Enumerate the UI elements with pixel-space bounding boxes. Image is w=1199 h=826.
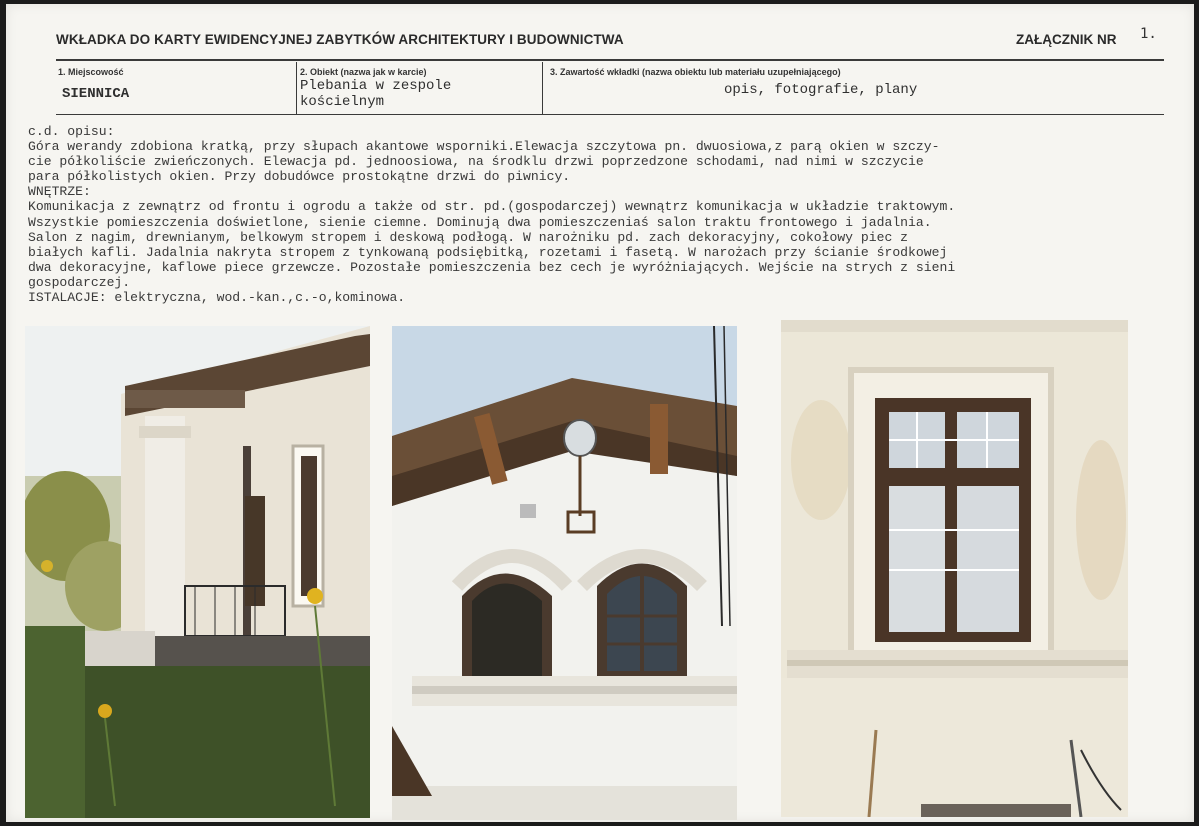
description-text	[28, 124, 1196, 305]
object-value-line1: Plebania w zespole	[300, 78, 452, 94]
locality-label: 1. Miejscowość	[58, 67, 124, 77]
locality-value: SIENNICA	[62, 86, 130, 102]
sheet-title: WKŁADKA DO KARTY EWIDENCYJNEJ ZABYTKÓW ARCHITEKTURY I BUDOWNICTWA	[56, 32, 624, 47]
description-line: Salon z nagim, drewnianym, belkowym stropem i deskową podłogą. W narożniku pd. zach dekoracyjny, cokołowy piec z	[28, 229, 909, 245]
description-line: gospodarczej.	[28, 274, 131, 290]
photo-veranda	[25, 326, 370, 818]
photo-window-image	[781, 320, 1128, 817]
inventory-sheet	[6, 4, 1194, 822]
annex-number: 1.	[1140, 26, 1157, 42]
annex-label: ZAŁĄCZNIK NR	[1016, 32, 1117, 47]
photo-facade-window	[781, 320, 1128, 817]
description-line: cie półkoliście zwieńczonych. Elewacja pd. jednoosiowa, na środklu drzwi poprzedzone schodami, nad nimi w szczycie	[28, 154, 924, 170]
field-divider-2	[542, 62, 543, 114]
field-divider-1	[296, 62, 297, 114]
description-line: Góra werandy zdobiona kratką, przy słupach akantowe wsporniki.Elewacja szczytowa pn. dwuosiowa,z parą okien w szczy-	[28, 139, 940, 155]
photo-gable-windows	[392, 326, 737, 820]
photo-gable-image	[392, 326, 737, 820]
object-label: 2. Obiekt (nazwa jak w karcie)	[300, 67, 427, 77]
photo-veranda-image	[25, 326, 370, 818]
description-line: Wszystkie pomieszczenia doświetlone, sienie ciemne. Dominują dwa pomieszczeniaś salon traktu frontowego i jadalnia.	[28, 214, 932, 230]
header-rule-top	[56, 59, 1164, 61]
description-line: c.d. opisu:	[28, 124, 115, 139]
contents-value: opis, fotografie, plany	[724, 82, 918, 98]
description-line: WNĘTRZE:	[28, 184, 91, 200]
description-line: Komunikacja z zewnątrz od frontu i ogrodu a także od str. pd.(gospodarczej) wewnątrz komunikacja w układzie traktowym.	[28, 199, 956, 215]
contents-label: 3. Zawartość wkładki (nazwa obiektu lub materiału uzupełniającego)	[550, 67, 841, 77]
description-line: ISTALACJE: elektryczna, wod.-kan.,c.-o,kominowa.	[28, 290, 406, 306]
object-value-line2: kościelnym	[300, 94, 385, 110]
header-rule-bottom	[56, 114, 1164, 115]
description-line: dwa dekoracyjne, kaflowe piece grzewcze. Pozostałe pomieszczenia bez cech je wyróżniających. Wejście na strych z sieni	[28, 259, 956, 275]
description-line: para półkolistych okien. Przy dobudówce prostokątne drzwi do piwnicy.	[28, 169, 571, 185]
description-line: białych kafli. Jadalnia nakryta stropem z tynkowaną podsiębitką, rozetami i fasetą. W narożach przy ścianie środkowej	[28, 244, 948, 260]
